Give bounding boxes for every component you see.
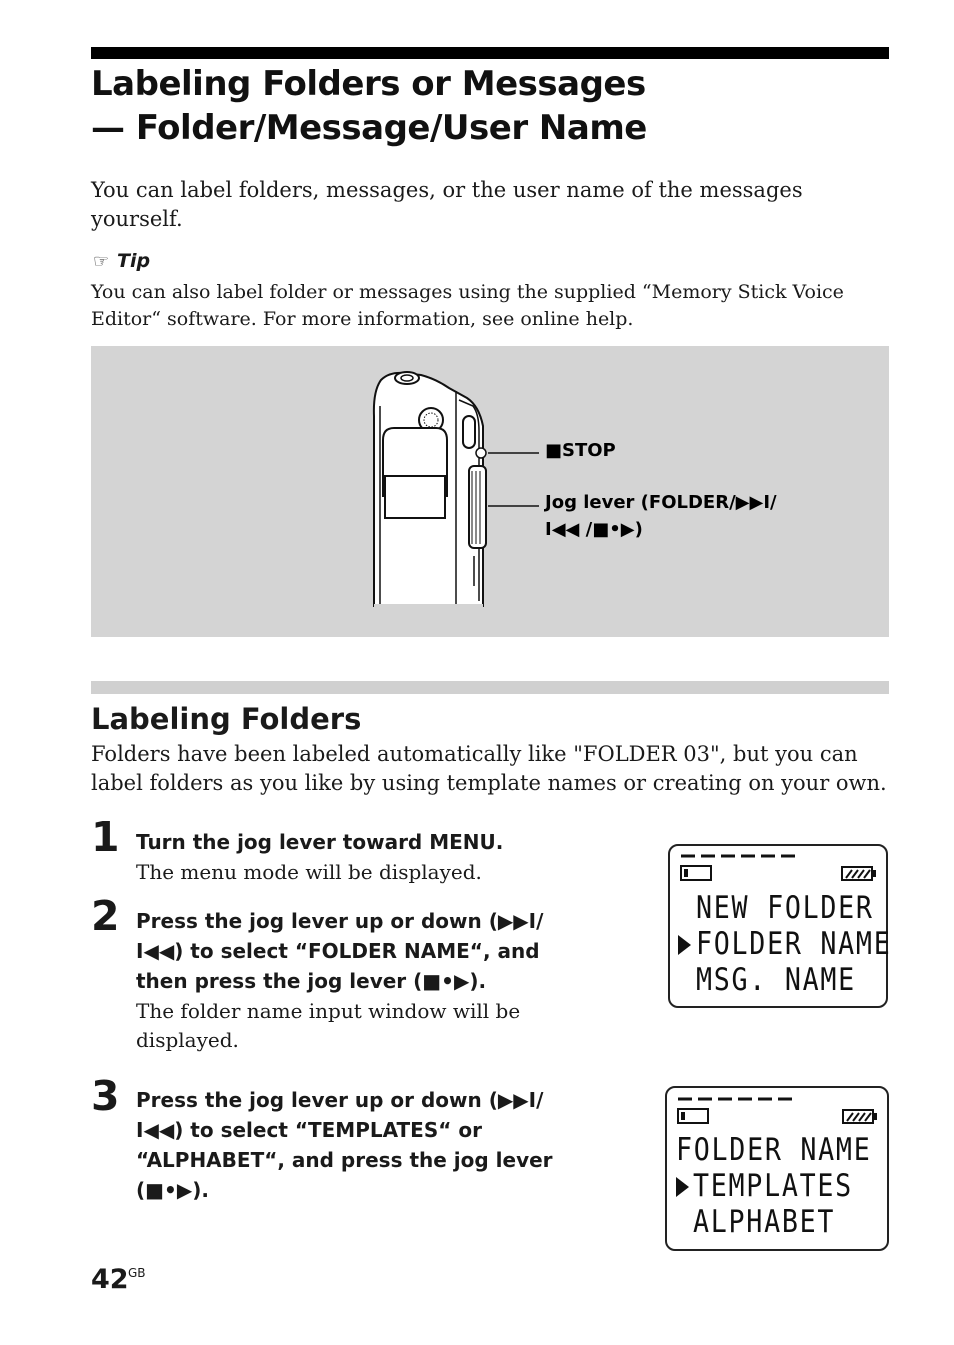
jog-lever-callout-line-1: Jog lever (FOLDER/▶▶I/ [545, 492, 777, 513]
step-1-result: The menu mode will be displayed. [136, 860, 482, 884]
lcd-display-folder-name [665, 1086, 889, 1251]
step-2-number: 2 [91, 892, 120, 940]
step-2-result: The folder name input window will be displayed. [136, 999, 521, 1052]
lcd-menu-item-2: FOLDER NAME [696, 926, 892, 962]
page-region-code: GB [128, 1266, 146, 1280]
section-divider [91, 681, 889, 694]
section-intro: Folders have been labeled automatically like "FOLDER 03", but you can label folders as you like by using template names or creating on your own. [91, 742, 887, 795]
tip-heading [93, 250, 150, 272]
step-3-instruction: Press the jog lever up or down (▶▶I/ I◀◀) to select “TEMPLATES“ or “ALPHABET“, and press the jog lever (■•▶). [136, 1088, 553, 1202]
section-title: Labeling Folders [91, 702, 362, 736]
lcd-header-line: FOLDER NAME [676, 1132, 872, 1168]
lcd-menu-item-1: NEW FOLDER [696, 890, 874, 926]
selection-cursor-icon [676, 1177, 689, 1197]
lcd-menu-item-3: MSG. NAME [696, 962, 856, 998]
step-2-instruction: Press the jog lever up or down (▶▶I/ I◀◀) to select “FOLDER NAME“, and then press the jog lever (■•▶). [136, 909, 544, 993]
lcd-menu-item-templates: TEMPLATES [693, 1168, 853, 1204]
tip-icon: ☞ [93, 251, 110, 272]
jog-lever-callout-line-2: I◀◀ /■•▶) [545, 519, 643, 540]
intro-paragraph: You can label folders, messages, or the user name of the messages yourself. [91, 178, 803, 231]
lcd-status-indicators [670, 846, 886, 890]
top-rule [91, 47, 889, 59]
page-title-line-1: Labeling Folders or Messages [91, 64, 646, 104]
page-title [91, 62, 891, 150]
selection-cursor-icon [678, 935, 691, 955]
lcd-status-indicators [667, 1088, 887, 1132]
lcd-menu-item-alphabet: ALPHABET [693, 1204, 836, 1240]
tip-text: You can also label folder or messages using the supplied “Memory Stick Voice Editor“ software. For more information, see online help. [91, 281, 844, 330]
page-number: 42 [91, 1264, 129, 1295]
stop-button-callout: ■STOP [545, 440, 616, 461]
lcd-display-menu [668, 844, 892, 1008]
tip-label: Tip [117, 250, 151, 272]
step-3-number: 3 [91, 1072, 120, 1120]
step-1-number: 1 [91, 813, 120, 861]
device-illustration [91, 346, 889, 637]
page-title-line-2: — Folder/Message/User Name [91, 108, 647, 148]
step-1-instruction: Turn the jog lever toward MENU. [136, 830, 504, 854]
